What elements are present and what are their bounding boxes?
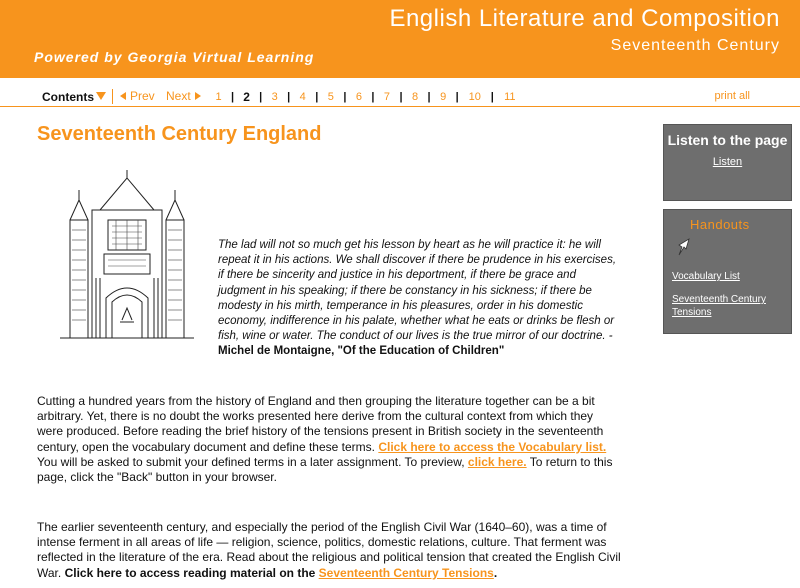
- page-separator: |: [231, 91, 235, 103]
- page-separator: |: [315, 91, 319, 103]
- nav-divider: [112, 89, 113, 104]
- page-link-4[interactable]: 4: [299, 91, 306, 103]
- handout-vocabulary-list-link[interactable]: Vocabulary List: [672, 271, 740, 282]
- page-link-3[interactable]: 3: [271, 91, 278, 103]
- preview-link[interactable]: click here.: [467, 454, 527, 469]
- contents-dropdown-icon[interactable]: [96, 92, 106, 100]
- page-link-10[interactable]: 10: [468, 91, 481, 103]
- page-separator: |: [455, 91, 459, 103]
- page-number-list: [213, 90, 519, 104]
- page-link-8[interactable]: 8: [411, 91, 419, 103]
- contents-menu[interactable]: Contents: [42, 90, 94, 104]
- tensions-link[interactable]: Seventeenth Century Tensions: [318, 565, 494, 580]
- course-subtitle: Seventeenth Century: [610, 37, 780, 54]
- handouts-title: Handouts: [690, 217, 750, 232]
- page-link-11[interactable]: 11: [504, 91, 516, 103]
- listen-panel: [663, 124, 792, 201]
- intro-text-c: To return to this page, click the "Back" button in your browser.: [37, 454, 613, 485]
- print-all-link[interactable]: print all: [714, 90, 750, 102]
- next-button[interactable]: [166, 89, 201, 103]
- page-separator: |: [490, 91, 494, 103]
- intro-paragraph: [37, 394, 617, 485]
- page-link-5[interactable]: 5: [327, 91, 334, 103]
- page-link-2[interactable]: 2: [243, 90, 250, 104]
- intro-text-a: Cutting a hundred years from the history of England and then grouping the literature together can be a bit arbitrary. Yet, there is no doubt the works presented here derive from the cultural context from which they were produced. Before reading the brief history of the tensions present in British society in the seventeenth century, open the vocabulary document and define these terms.: [37, 394, 604, 454]
- page-separator: |: [427, 91, 431, 103]
- reading-instruction-a: Click here to access reading material on the: [64, 565, 319, 580]
- next-arrow-icon: [195, 92, 201, 100]
- handout-tensions-link[interactable]: Seventeenth Century Tensions: [672, 294, 766, 318]
- page-separator: |: [259, 91, 263, 103]
- vocabulary-list-link[interactable]: Click here to access the Vocabulary list.: [378, 439, 607, 454]
- pointer-icon: [676, 237, 692, 257]
- listen-link[interactable]: Listen: [712, 156, 743, 168]
- civil-war-text: The earlier seventeenth century, and especially the period of the English Civil War (1640–60), was a time of intense ferment in all areas of life — religion, science, politics, domestic relations, culture. That ferment was reflected in the literature of the era. Read about the religious and political tension that created the English Civil War.: [37, 520, 621, 580]
- page-link-1[interactable]: 1: [215, 91, 222, 103]
- prev-label: Prev: [130, 89, 155, 103]
- page-nav-bar: [0, 83, 800, 107]
- intro-text-b: You will be asked to submit your defined terms in a later assignment. To preview,: [37, 454, 468, 469]
- page-separator: |: [399, 91, 403, 103]
- handouts-panel: [663, 209, 792, 334]
- civil-war-paragraph: [37, 520, 627, 581]
- reading-instruction-b: .: [493, 565, 498, 580]
- course-title: English Literature and Composition: [389, 5, 780, 32]
- quote-text: The lad will not so much get his lesson by heart as he will practice it: he will repeat it in his actions. We shall discover if there be prudence in his exercises, if there be sincerity and justice in his deportment, if there be grace and judgment in his speaking; if there be constancy in his sickness; if there be modesty in his mirth, temperance in his pleasures, order in his domestic economy, indifference in his palate, whether what he eats or drinks be flesh or fish, wine or water. The conduct of our lives is the true mirror of our doctrine. -: [218, 239, 617, 343]
- page-link-6[interactable]: 6: [355, 91, 362, 103]
- page-separator: |: [287, 91, 291, 103]
- page-separator: |: [343, 91, 347, 103]
- page-title: Seventeenth Century England: [37, 123, 322, 145]
- next-label: Next: [166, 89, 191, 103]
- listen-title: Listen to the page: [667, 132, 788, 148]
- page-separator: |: [371, 91, 375, 103]
- prev-button[interactable]: [120, 89, 155, 103]
- quote-attribution: Michel de Montaigne, "Of the Education of Children": [218, 345, 505, 358]
- page-link-9[interactable]: 9: [440, 91, 447, 103]
- gateway-engraving-image: [60, 170, 194, 344]
- prev-arrow-icon: [120, 92, 126, 100]
- site-header: [0, 0, 800, 78]
- powered-by-banner: Powered by Georgia Virtual Learning: [34, 49, 315, 65]
- page-link-7[interactable]: 7: [383, 91, 391, 103]
- montaigne-quote: [218, 238, 622, 360]
